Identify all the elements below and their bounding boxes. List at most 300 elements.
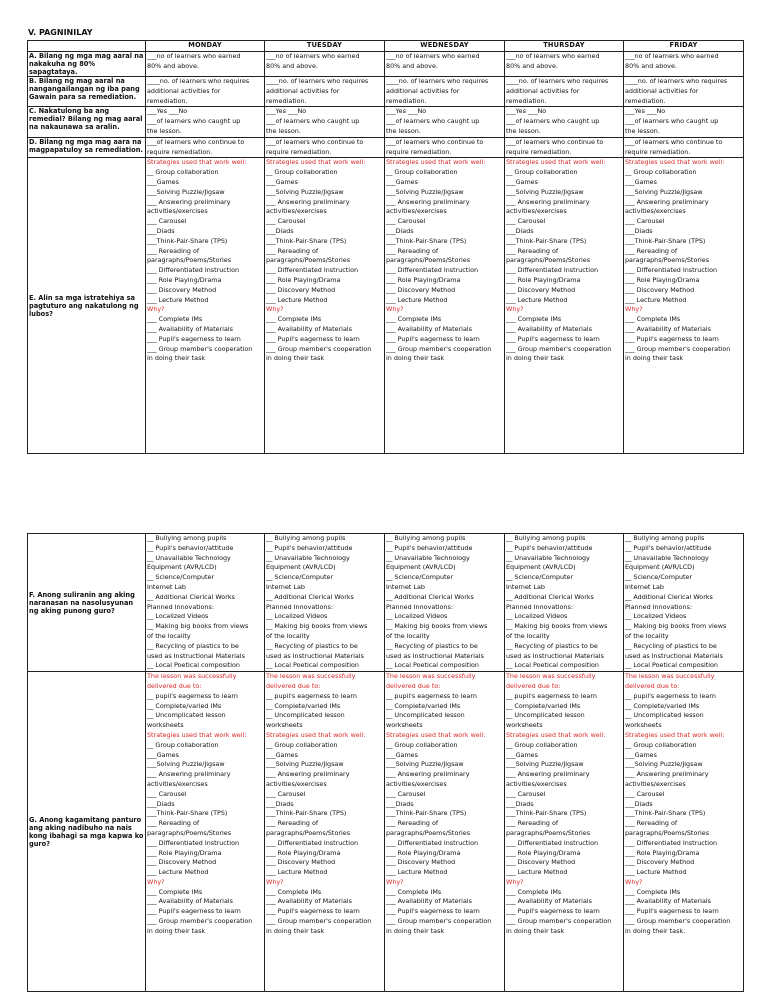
strategy-item: paragraphs/Poems/Stories — [266, 256, 351, 265]
strategy-item: ___ Answering preliminary — [266, 770, 350, 779]
lesson-item: __ Complete/varied IMs — [266, 701, 341, 710]
problem-item: __ Additional Clerical Works — [506, 592, 594, 601]
strategy-item: paragraphs/Poems/Stories — [506, 256, 591, 265]
problem-item: __ Making big books from views — [266, 622, 368, 631]
lesson-item: worksheets — [147, 721, 184, 730]
problem-item: __ Localized Videos — [266, 612, 328, 621]
strategy-item: ___Solving Puzzle/Jigsaw — [266, 760, 344, 769]
strategy-item: ___Diads — [625, 226, 653, 235]
row-c-cell — [505, 107, 624, 137]
why-item: ___ Pupil's eagerness to learn — [625, 334, 719, 343]
row-a — [28, 52, 744, 77]
problem-item: __ Pupil's behavior/attitude — [386, 543, 473, 552]
problem-item: __ Unavailable Technology — [147, 553, 231, 562]
problem-item: Planned Innovations: — [506, 602, 573, 611]
strategy-item: paragraphs/Poems/Stories — [625, 828, 710, 837]
row-a-cell — [624, 52, 744, 77]
row-b-cell — [265, 77, 385, 107]
day-header-friday: FRIDAY — [624, 41, 744, 52]
strategy-item: ___Games — [147, 177, 179, 186]
why-item: ___ Complete IMs — [386, 315, 442, 324]
lesson-item: __ Complete/varied IMs — [506, 701, 581, 710]
why-item: in doing their task. — [625, 926, 686, 935]
reflection-table-bottom — [27, 533, 744, 992]
section-title: V. PAGNINILAY — [28, 28, 93, 37]
strategy-item: ___ Answering preliminary — [147, 770, 231, 779]
why-header: Why? — [386, 877, 404, 886]
row-c-line: ___of learners who caught up — [266, 117, 360, 126]
row-c-cell — [624, 107, 744, 137]
row-c-line: ___Yes ___No — [506, 107, 547, 116]
row-g-cell — [505, 672, 624, 992]
strategy-item: ___Think-Pair-Share (TPS) — [386, 809, 467, 818]
strategies-header: Strategies used that work well: — [386, 730, 486, 739]
row-b-line: additional activities for — [147, 86, 221, 95]
row-e-cell — [385, 158, 505, 454]
problem-item: __ Localized Videos — [506, 612, 568, 621]
strategy-item: ___Games — [266, 177, 298, 186]
problem-item: __ Bullying among pupils — [386, 534, 466, 542]
strategy-item: ___Solving Puzzle/Jigsaw — [625, 187, 703, 196]
row-a-cell — [146, 52, 265, 77]
strategy-item: __ Group collaboration — [266, 740, 338, 749]
strategy-item: ___ Carousel — [386, 217, 426, 226]
strategy-item: ___Think-Pair-Share (TPS) — [625, 809, 706, 818]
why-header: Why? — [506, 877, 524, 886]
problem-item: used as Instructional Materials — [625, 651, 723, 660]
strategy-item: ___ Role Playing/Drama — [506, 848, 581, 857]
row-c-label: C. Nakatulong ba ang remedial? Bilang ng mag aaral na nakaunawa sa aralin. — [28, 107, 146, 137]
row-c-line: the lesson. — [506, 126, 541, 135]
strategy-item: ___ Lecture Method — [386, 295, 448, 304]
lesson-header: The lesson was successfully — [266, 672, 356, 681]
row-b-cell — [624, 77, 744, 107]
problem-item: of the locality — [625, 631, 669, 640]
why-item: ___ Group member's cooperation — [625, 917, 731, 926]
problem-item: __ Recycling of plastics to be — [386, 641, 478, 650]
row-c-line: ___of learners who caught up — [625, 117, 719, 126]
strategies-header: Strategies used that work well: — [266, 158, 366, 167]
strategy-item: ___Diads — [625, 799, 653, 808]
lesson-header: The lesson was successfully — [625, 672, 715, 681]
strategy-item: ___ Answering preliminary — [625, 770, 709, 779]
row-a-line: 80% and above. — [147, 61, 199, 70]
strategy-item: ___ Differentiated Instruction — [506, 838, 599, 847]
row-a-line: ___no of learners who earned — [506, 52, 600, 60]
row-f-cell — [385, 534, 505, 672]
strategy-item: ___ Rereading of — [625, 819, 678, 828]
strategy-item: ___ Discovery Method — [625, 858, 695, 867]
row-d-line: require remediation. — [147, 147, 213, 156]
problem-item: __ Science/Computer — [506, 573, 574, 582]
lesson-item: worksheets — [386, 721, 423, 730]
row-b-line: remediation. — [506, 96, 547, 105]
strategy-item: ___ Discovery Method — [266, 858, 336, 867]
problem-item: used as Instructional Materials — [147, 651, 245, 660]
row-c-cell — [146, 107, 265, 137]
strategy-item: paragraphs/Poems/Stories — [266, 828, 351, 837]
strategy-item: __ Group collaboration — [625, 168, 697, 177]
strategy-item: activities/exercises — [625, 779, 686, 788]
strategy-item: ___Think-Pair-Share (TPS) — [506, 809, 587, 818]
strategy-item: ___ Differentiated Instruction — [506, 266, 599, 275]
strategy-item: ___ Answering preliminary — [625, 197, 709, 206]
lesson-item: __ pupil's eagerness to learn — [506, 691, 597, 700]
strategy-item: ___ Discovery Method — [506, 285, 576, 294]
row-d-cell — [624, 137, 744, 158]
strategies-header: Strategies used that work well: — [625, 730, 725, 739]
why-item: in doing their task — [506, 926, 565, 935]
row-c-line: ___of learners who caught up — [506, 117, 600, 126]
row-d-cell — [385, 137, 505, 158]
row-b — [28, 77, 744, 107]
strategy-item: __ Group collaboration — [147, 168, 219, 177]
why-item: ___ Group member's cooperation — [147, 344, 253, 353]
problem-item: __ Local Poetical composition — [625, 661, 718, 670]
why-item: ___ Pupil's eagerness to learn — [386, 907, 480, 916]
strategy-item: ___ Rereading of — [266, 246, 319, 255]
why-item: ___ Pupil's eagerness to learn — [266, 334, 360, 343]
problem-item: __ Additional Clerical Works — [147, 592, 235, 601]
strategy-item: activities/exercises — [506, 779, 567, 788]
row-d-cell — [265, 137, 385, 158]
row-b-line: remediation. — [266, 96, 307, 105]
strategy-item: ___ Rereading of — [625, 246, 678, 255]
why-item: ___ Complete IMs — [506, 887, 562, 896]
strategy-item: ___Diads — [506, 799, 534, 808]
row-g-label: G. Anong kagamitang panturo ang aking nadibuho na nais kong ibahagi sa mga kapwa ko guro? — [28, 672, 146, 992]
row-d-label: D. Bilang ng mga mag aara na magpapatuloy sa remediation. — [28, 137, 146, 158]
row-b-line: ____no. of learners who requires — [506, 77, 609, 85]
row-a-line: ___no of learners who earned — [266, 52, 360, 60]
problem-item: __ Recycling of plastics to be — [625, 641, 717, 650]
lesson-item: worksheets — [506, 721, 543, 730]
strategy-item: ___ Answering preliminary — [386, 770, 470, 779]
row-c-line: the lesson. — [386, 126, 421, 135]
row-c-line: the lesson. — [266, 126, 301, 135]
strategy-item: ___ Lecture Method — [506, 868, 568, 877]
problem-item: __ Making big books from views — [625, 622, 727, 631]
why-item: ___ Availability of Materials — [506, 324, 592, 333]
lesson-header: The lesson was successfully — [386, 672, 476, 681]
strategy-item: ___ Lecture Method — [147, 868, 209, 877]
row-c-cell — [265, 107, 385, 137]
why-item: ___ Pupil's eagerness to learn — [147, 334, 241, 343]
strategy-item: ___ Rereading of — [266, 819, 319, 828]
strategy-item: ___Diads — [386, 799, 414, 808]
strategy-item: ___ Answering preliminary — [266, 197, 350, 206]
row-b-line: ____no. of learners who requires — [266, 77, 369, 85]
problem-item: Planned Innovations: — [625, 602, 692, 611]
strategy-item: ___ Differentiated Instruction — [147, 838, 240, 847]
row-a-cell — [385, 52, 505, 77]
why-item: ___ Group member's cooperation — [625, 344, 731, 353]
strategy-item: ___ Rereading of — [147, 246, 200, 255]
problem-item: Planned Innovations: — [386, 602, 453, 611]
day-header-wednesday: WEDNESDAY — [385, 41, 505, 52]
strategy-item: ___ Rereading of — [506, 819, 559, 828]
row-c-line: ___of learners who caught up — [386, 117, 480, 126]
strategy-item: ___ Lecture Method — [386, 868, 448, 877]
row-a-line: 80% and above. — [266, 61, 318, 70]
row-a-line: 80% and above. — [386, 61, 438, 70]
problem-item: __ Unavailable Technology — [386, 553, 470, 562]
why-item: ___ Complete IMs — [386, 887, 442, 896]
strategy-item: __ Group collaboration — [266, 168, 338, 177]
strategy-item: ___ Answering preliminary — [147, 197, 231, 206]
strategy-item: ___Solving Puzzle/Jigsaw — [625, 760, 703, 769]
row-a-line: ___no of learners who earned — [625, 52, 719, 60]
row-c-line: ___of learners who caught up — [147, 117, 241, 126]
row-d-line: ___of learners who continue to — [147, 137, 245, 146]
row-e-cell — [505, 158, 624, 454]
row-d-line: ___of learners who continue to — [506, 137, 604, 146]
row-c-line: the lesson. — [625, 126, 660, 135]
row-d-line: require remediation. — [625, 147, 691, 156]
row-e — [28, 158, 744, 454]
problem-item: of the locality — [386, 631, 430, 640]
lesson-header: The lesson was successfully — [147, 672, 237, 681]
problem-item: Internet Lab — [506, 582, 545, 591]
row-d-line: require remediation. — [386, 147, 452, 156]
strategy-item: ___ Carousel — [506, 789, 546, 798]
problem-item: of the locality — [266, 631, 310, 640]
lesson-item: __ Uncomplicated lesson — [147, 711, 226, 720]
problem-item: __ Science/Computer — [625, 573, 693, 582]
strategy-item: paragraphs/Poems/Stories — [506, 828, 591, 837]
strategy-item: ___ Discovery Method — [625, 285, 695, 294]
row-d-line: ___of learners who continue to — [625, 137, 723, 146]
lesson-item: __ Uncomplicated lesson — [506, 711, 585, 720]
strategy-item: ___ Role Playing/Drama — [147, 275, 222, 284]
strategy-item: ___ Lecture Method — [266, 295, 328, 304]
strategy-item: ___Games — [386, 750, 418, 759]
row-b-line: ____no. of learners who requires — [147, 77, 250, 85]
row-b-label: B. Bilang ng mag aaral na nangangailangan ng iba pang Gawain para sa remediation. — [28, 77, 146, 107]
row-g-cell — [146, 672, 265, 992]
strategy-item: ___ Role Playing/Drama — [386, 275, 461, 284]
strategies-header: Strategies used that work well: — [266, 730, 366, 739]
why-item: ___ Pupil's eagerness to learn — [506, 334, 600, 343]
day-header-tuesday: TUESDAY — [265, 41, 385, 52]
why-item: ___ Complete IMs — [625, 887, 681, 896]
strategy-item: __ Group collaboration — [147, 740, 219, 749]
strategies-header: Strategies used that work well: — [625, 158, 725, 167]
row-b-cell — [385, 77, 505, 107]
strategy-item: __ Group collaboration — [506, 168, 578, 177]
strategy-item: ___Think-Pair-Share (TPS) — [147, 236, 228, 245]
strategies-header: Strategies used that work well: — [147, 158, 247, 167]
strategy-item: activities/exercises — [625, 207, 686, 216]
lesson-item: __ pupil's eagerness to learn — [147, 691, 238, 700]
why-item: ___ Complete IMs — [147, 887, 203, 896]
row-c-line: ___Yes ___No — [386, 107, 427, 116]
strategy-item: ___ Carousel — [266, 789, 306, 798]
strategy-item: ___ Carousel — [147, 217, 187, 226]
row-a-line: ___no of learners who earned — [386, 52, 480, 60]
row-b-line: ____no. of learners who requires — [625, 77, 728, 85]
problem-item: __ Bullying among pupils — [147, 534, 227, 542]
problem-item: __ Local Poetical composition — [506, 661, 599, 670]
strategy-item: ___Think-Pair-Share (TPS) — [506, 236, 587, 245]
strategy-item: activities/exercises — [386, 207, 447, 216]
strategy-item: ___ Carousel — [625, 217, 665, 226]
problem-item: __ Science/Computer — [386, 573, 454, 582]
problem-item: __ Pupil's behavior/attitude — [506, 543, 593, 552]
strategy-item: ___ Rereading of — [506, 246, 559, 255]
row-d-cell — [146, 137, 265, 158]
strategy-item: ___ Differentiated Instruction — [386, 838, 479, 847]
strategy-item: ___Think-Pair-Share (TPS) — [266, 809, 347, 818]
row-b-line: remediation. — [625, 96, 666, 105]
strategy-item: ___ Lecture Method — [147, 295, 209, 304]
strategy-item: ___ Discovery Method — [147, 858, 217, 867]
strategies-header: Strategies used that work well: — [506, 158, 606, 167]
row-e-cell — [624, 158, 744, 454]
problem-item: __ Making big books from views — [386, 622, 488, 631]
strategy-item: ___ Rereading of — [386, 246, 439, 255]
strategy-item: ___Solving Puzzle/Jigsaw — [506, 187, 584, 196]
why-item: in doing their task — [506, 354, 565, 363]
why-item: ___ Group member's cooperation — [386, 917, 492, 926]
strategy-item: ___Diads — [147, 799, 175, 808]
strategy-item: activities/exercises — [147, 779, 208, 788]
why-item: in doing their task — [625, 354, 684, 363]
strategy-item: paragraphs/Poems/Stories — [147, 256, 232, 265]
row-g-cell — [624, 672, 744, 992]
row-f-cell — [265, 534, 385, 672]
why-header: Why? — [266, 877, 284, 886]
strategy-item: ___Think-Pair-Share (TPS) — [147, 809, 228, 818]
why-item: in doing their task — [266, 926, 325, 935]
row-g-cell — [385, 672, 505, 992]
strategy-item: __ Group collaboration — [625, 740, 697, 749]
row-d-cell — [505, 137, 624, 158]
strategy-item: ___ Lecture Method — [625, 868, 687, 877]
why-item: ___ Pupil's eagerness to learn — [266, 907, 360, 916]
day-header-monday: MONDAY — [146, 41, 265, 52]
lesson-header: delivered due to: — [506, 681, 561, 690]
strategy-item: paragraphs/Poems/Stories — [386, 256, 471, 265]
strategy-item: ___Solving Puzzle/Jigsaw — [386, 187, 464, 196]
strategy-item: ___ Discovery Method — [266, 285, 336, 294]
why-header: Why? — [625, 305, 643, 314]
strategy-item: ___ Role Playing/Drama — [625, 848, 700, 857]
strategy-item: ___ Carousel — [625, 789, 665, 798]
row-b-line: additional activities for — [625, 86, 699, 95]
strategy-item: ___ Lecture Method — [506, 295, 568, 304]
problem-item: __ Making big books from views — [506, 622, 608, 631]
why-item: ___ Group member's cooperation — [147, 917, 253, 926]
problem-item: __ Local Poetical composition — [386, 661, 479, 670]
row-b-cell — [146, 77, 265, 107]
strategy-item: ___Games — [506, 177, 538, 186]
strategy-item: ___ Discovery Method — [506, 858, 576, 867]
problem-item: __ Bullying among pupils — [266, 534, 346, 542]
why-item: ___ Availability of Materials — [147, 324, 233, 333]
problem-item: __ Pupil's behavior/attitude — [625, 543, 712, 552]
strategy-item: ___Solving Puzzle/Jigsaw — [147, 760, 225, 769]
day-header-thursday: THURSDAY — [505, 41, 624, 52]
strategy-item: ___Diads — [386, 226, 414, 235]
row-f — [28, 534, 744, 672]
strategy-item: ___Solving Puzzle/Jigsaw — [386, 760, 464, 769]
why-item: ___ Availability of Materials — [625, 897, 711, 906]
row-g — [28, 672, 744, 992]
row-f-label: F. Anong suliranin ang aking naranasan na nasolusyunan ng aking punong guro? — [28, 534, 146, 672]
problem-item: __ Localized Videos — [625, 612, 687, 621]
row-d-line: ___of learners who continue to — [266, 137, 364, 146]
strategy-item: ___Solving Puzzle/Jigsaw — [266, 187, 344, 196]
strategy-item: ___Diads — [506, 226, 534, 235]
problem-item: __ Science/Computer — [147, 573, 215, 582]
problem-item: __ Unavailable Technology — [266, 553, 350, 562]
row-b-line: ____no. of learners who requires — [386, 77, 489, 85]
problem-item: Internet Lab — [386, 582, 425, 591]
strategy-item: paragraphs/Poems/Stories — [147, 828, 232, 837]
strategy-item: paragraphs/Poems/Stories — [625, 256, 710, 265]
problem-item: __ Recycling of plastics to be — [147, 641, 239, 650]
problem-item: __ Pupil's behavior/attitude — [266, 543, 353, 552]
strategy-item: ___ Carousel — [147, 789, 187, 798]
why-item: in doing their task — [386, 926, 445, 935]
problem-item: Equipment (AVR/LCD) — [266, 563, 336, 572]
problem-item: of the locality — [506, 631, 550, 640]
why-item: ___ Availability of Materials — [386, 897, 472, 906]
problem-item: __ Bullying among pupils — [625, 534, 705, 542]
lesson-item: __ pupil's eagerness to learn — [386, 691, 477, 700]
strategy-item: activities/exercises — [266, 779, 327, 788]
lesson-header: The lesson was successfully — [506, 672, 596, 681]
problem-item: Internet Lab — [147, 582, 186, 591]
strategy-item: ___Games — [625, 177, 657, 186]
row-c-line: ___Yes ___No — [147, 107, 188, 116]
lesson-item: __ Complete/varied IMs — [625, 701, 700, 710]
row-a-line: 80% and above. — [506, 61, 558, 70]
strategy-item: ___ Discovery Method — [386, 285, 456, 294]
day-header-row — [28, 41, 744, 52]
why-header: Why? — [506, 305, 524, 314]
row-a-cell — [265, 52, 385, 77]
problem-item: used as Instructional Materials — [506, 651, 604, 660]
problem-item: __ Localized Videos — [386, 612, 448, 621]
strategy-item: ___ Carousel — [506, 217, 546, 226]
lesson-header: delivered due to: — [386, 681, 441, 690]
row-c-cell — [385, 107, 505, 137]
why-item: ___ Complete IMs — [266, 887, 322, 896]
strategy-item: ___Think-Pair-Share (TPS) — [625, 236, 706, 245]
lesson-item: __ pupil's eagerness to learn — [266, 691, 357, 700]
problem-item: Equipment (AVR/LCD) — [386, 563, 456, 572]
problem-item: Equipment (AVR/LCD) — [625, 563, 695, 572]
strategy-item: ___ Role Playing/Drama — [147, 848, 222, 857]
why-item: ___ Group member's cooperation — [266, 344, 372, 353]
strategies-header: Strategies used that work well: — [506, 730, 606, 739]
strategy-item: ___Games — [266, 750, 298, 759]
strategy-item: ___ Lecture Method — [266, 868, 328, 877]
row-a-cell — [505, 52, 624, 77]
why-header: Why? — [386, 305, 404, 314]
problem-item: of the locality — [147, 631, 191, 640]
problem-item: __ Localized Videos — [147, 612, 209, 621]
lesson-item: worksheets — [266, 721, 303, 730]
problem-item: Internet Lab — [266, 582, 305, 591]
strategy-item: ___ Role Playing/Drama — [386, 848, 461, 857]
lesson-item: __ Uncomplicated lesson — [386, 711, 465, 720]
why-item: ___ Availability of Materials — [386, 324, 472, 333]
row-d — [28, 137, 744, 158]
row-a-line: 80% and above. — [625, 61, 677, 70]
